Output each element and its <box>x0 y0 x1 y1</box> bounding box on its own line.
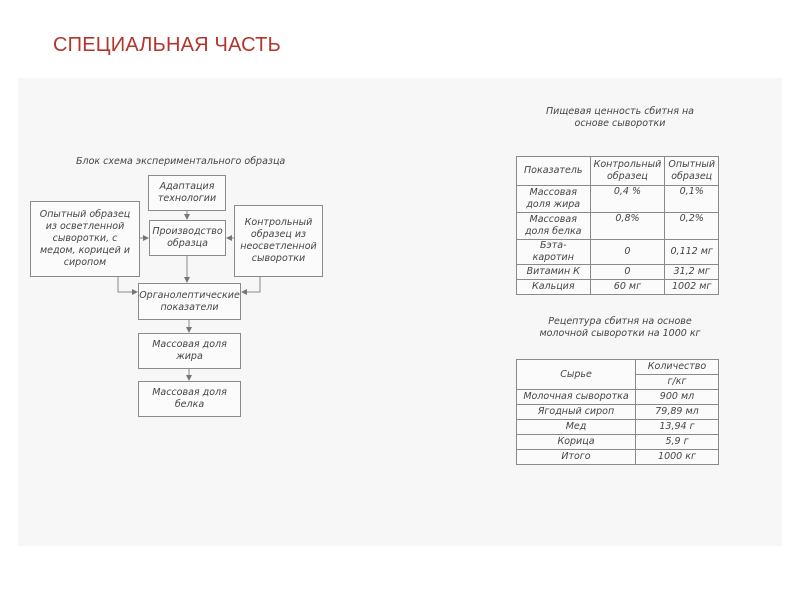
table-row <box>517 435 719 450</box>
table-cell: Кальция <box>517 279 591 294</box>
table-cell: Ягодный сироп <box>517 405 636 420</box>
recipe-caption <box>520 316 720 340</box>
nutrition-header-cell: Опытный образец <box>665 157 719 186</box>
table-cell: 1000 кг <box>636 450 719 465</box>
table-row <box>517 213 719 240</box>
recipe-table <box>516 359 719 465</box>
table-cell: Мед <box>517 420 636 435</box>
table-cell: 0 <box>590 264 665 279</box>
table-row <box>517 420 719 435</box>
control-sample-label: Контрольный образец из неосветленной сыворотки <box>240 217 317 264</box>
flowchart-title: Блок схема экспериментального образца <box>76 156 286 167</box>
production-box <box>149 220 226 256</box>
nutrition-header-row <box>517 157 719 186</box>
table-cell: Массовая доля белка <box>517 213 591 240</box>
table-cell: 5,9 г <box>636 435 719 450</box>
fat-fraction-label: Массовая доля жира <box>152 339 227 362</box>
slide-title: СПЕЦИАЛЬНАЯ ЧАСТЬ <box>53 34 281 56</box>
table-cell: Массовая доля жира <box>517 186 591 213</box>
table-cell: 13,94 г <box>636 420 719 435</box>
table-cell: Витамин К <box>517 264 591 279</box>
control-sample-box <box>234 205 323 277</box>
table-cell: 0,8% <box>590 213 665 240</box>
table-row <box>517 186 719 213</box>
recipe-header-raw: Сырье <box>517 360 636 390</box>
experimental-sample-box <box>30 201 140 277</box>
nutrition-table <box>516 156 719 295</box>
adaptation-label: Адаптация технологии <box>157 181 217 204</box>
table-cell: Корица <box>517 435 636 450</box>
organoleptic-box <box>138 283 241 320</box>
table-cell: Бэта-каротин <box>517 240 591 265</box>
recipe-header-unit: г/кг <box>636 375 719 390</box>
protein-fraction-label: Массовая доля белка <box>152 387 227 410</box>
table-cell: 1002 мг <box>665 279 719 294</box>
table-row <box>517 240 719 265</box>
table-cell: 0,4 % <box>590 186 665 213</box>
table-row <box>517 405 719 420</box>
table-cell: Итого <box>517 450 636 465</box>
table-row <box>517 390 719 405</box>
table-cell: 0,2% <box>665 213 719 240</box>
table-cell: 31,2 мг <box>665 264 719 279</box>
organoleptic-label: Органолептические показатели <box>139 289 240 313</box>
adaptation-box <box>148 175 226 211</box>
table-cell: 0 <box>590 240 665 265</box>
nutrition-caption-line2: основе сыворотки <box>574 117 666 129</box>
drawing-sheet <box>18 78 782 546</box>
nutrition-header-cell: Показатель <box>517 157 591 186</box>
table-cell: 60 мг <box>590 279 665 294</box>
table-cell: 79,89 мл <box>636 405 719 420</box>
table-row <box>517 450 719 465</box>
table-cell: 900 мл <box>636 390 719 405</box>
table-cell: 0,1% <box>665 186 719 213</box>
recipe-caption-line2: молочной сыворотки на 1000 кг <box>539 327 701 339</box>
nutrition-caption <box>520 106 720 130</box>
nutrition-caption-line1: Пищевая ценность сбитня на <box>546 106 694 117</box>
recipe-caption-line1: Рецептура сбитня на основе <box>548 316 692 327</box>
recipe-header-qty: Количество <box>636 360 719 375</box>
table-cell: Молочная сыворотка <box>517 390 636 405</box>
protein-fraction-box <box>138 381 241 417</box>
nutrition-header-cell: Контрольный образец <box>590 157 665 186</box>
table-row <box>517 279 719 294</box>
table-row <box>517 264 719 279</box>
production-label: Производство образца <box>152 226 223 249</box>
table-cell: 0,112 мг <box>665 240 719 265</box>
recipe-header-row <box>517 360 719 375</box>
experimental-sample-label: Опытный образец из осветленной сыворотки, с медом, корицей и сиропом <box>39 209 131 268</box>
fat-fraction-box <box>138 333 241 369</box>
